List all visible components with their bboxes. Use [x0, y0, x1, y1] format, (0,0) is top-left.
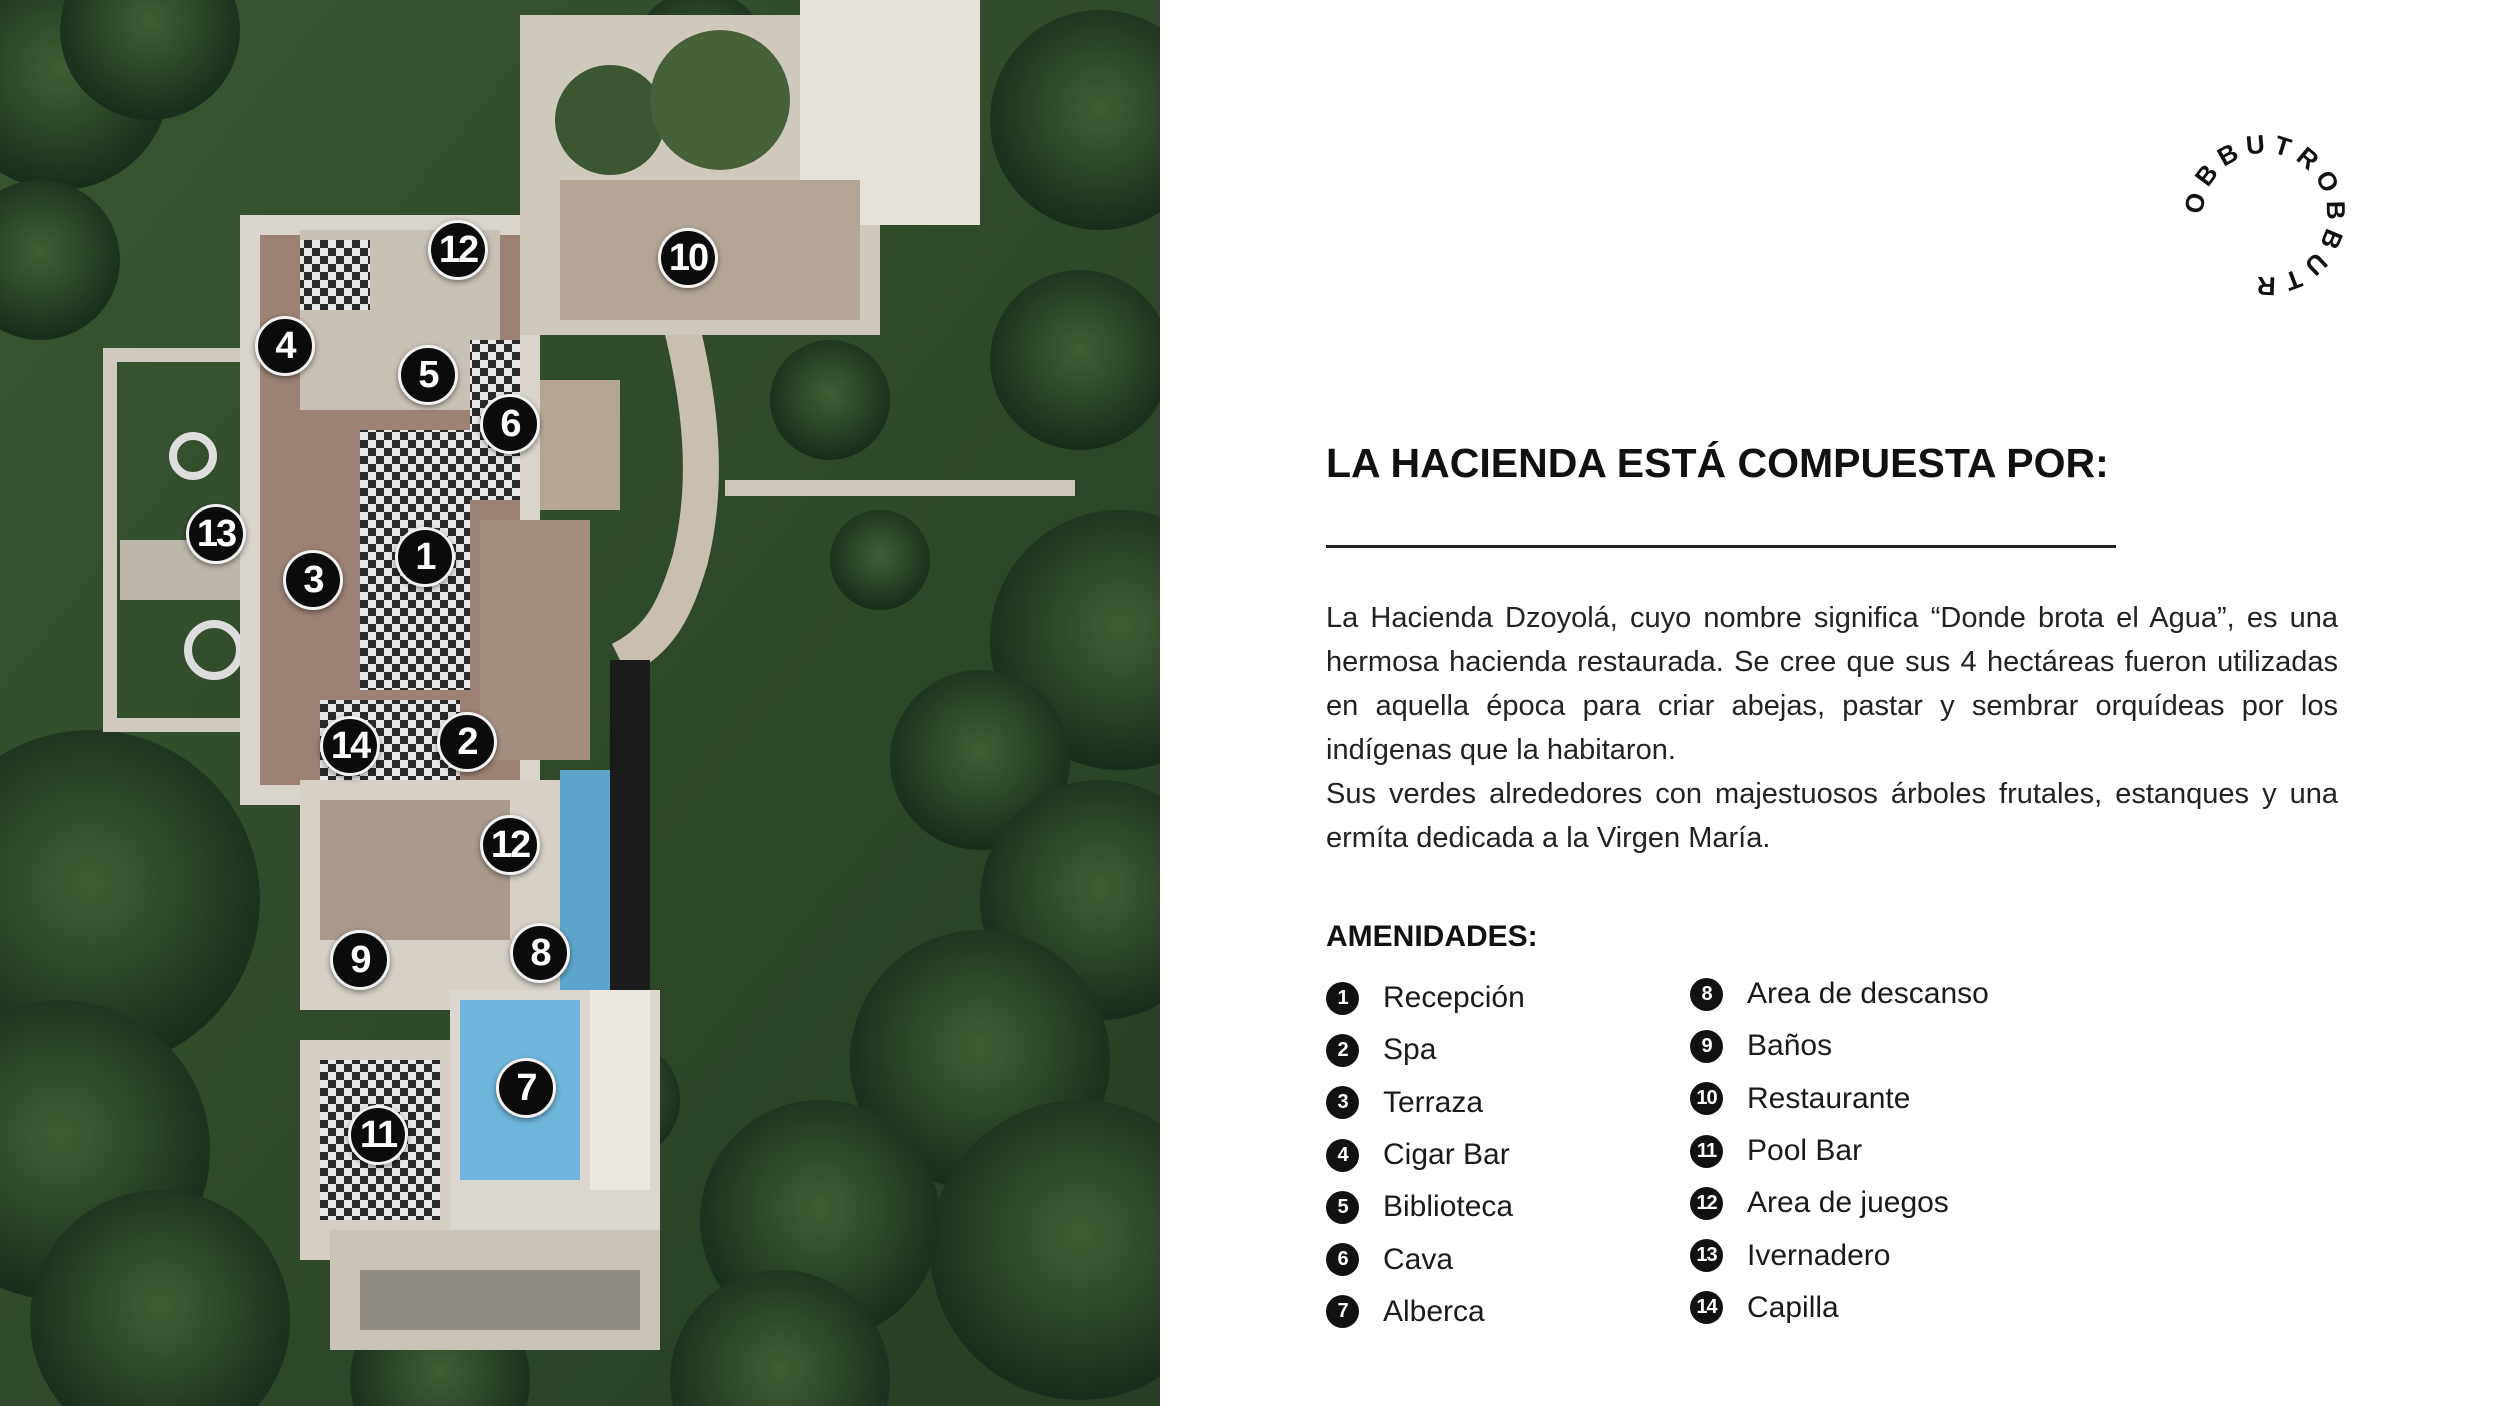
- amenity-label: Alberca: [1383, 1294, 1485, 1328]
- amenity-number-badge: 8: [1690, 978, 1723, 1011]
- amenity-label: Biblioteca: [1383, 1190, 1514, 1224]
- description: [1326, 596, 2338, 860]
- map-marker-11: 11: [348, 1105, 408, 1165]
- map-marker-12a: 12: [428, 220, 488, 280]
- amenity-number-badge: 1: [1326, 982, 1359, 1015]
- amenity-number-badge: 3: [1326, 1086, 1359, 1119]
- map-marker-12b: 12: [480, 815, 540, 875]
- amenity-number-badge: 12: [1690, 1187, 1723, 1220]
- title-divider: [1326, 545, 2116, 548]
- amenity-item: [1326, 1286, 1525, 1338]
- amenity-number-badge: 13: [1690, 1239, 1723, 1272]
- amenity-item: [1690, 1229, 1989, 1281]
- map-marker-1: 1: [395, 527, 455, 587]
- map-marker-8: 8: [510, 923, 570, 983]
- amenity-number-badge: 5: [1326, 1191, 1359, 1224]
- map-marker-6: 6: [480, 394, 540, 454]
- brand-logo: [2175, 125, 2355, 305]
- amenity-label: Ivernadero: [1747, 1238, 1891, 1272]
- amenity-label: Capilla: [1747, 1290, 1839, 1324]
- amenity-item: [1690, 1073, 1989, 1125]
- map-marker-3: 3: [283, 550, 343, 610]
- map-marker-9: 9: [330, 930, 390, 990]
- amenity-label: Area de juegos: [1747, 1186, 1949, 1220]
- amenity-item: [1690, 1020, 1989, 1072]
- amenity-label: Spa: [1383, 1033, 1437, 1067]
- description-paragraph-2: Sus verdes alrededores con majestuosos árboles frutales, estanques y una ermíta dedicada a la Virgen María.: [1326, 778, 2338, 854]
- amenities-list-1: [1326, 972, 1525, 1338]
- map-marker-10: 10: [658, 228, 718, 288]
- aerial-site-plan: [0, 0, 1160, 1406]
- map-marker-5: 5: [398, 345, 458, 405]
- amenity-number-badge: 11: [1690, 1135, 1723, 1168]
- map-marker-7: 7: [496, 1058, 556, 1118]
- amenity-label: Cigar Bar: [1383, 1138, 1510, 1172]
- amenity-item: [1690, 1177, 1989, 1229]
- amenity-item: [1326, 1077, 1525, 1129]
- amenity-number-badge: 9: [1690, 1030, 1723, 1063]
- description-paragraph-1: La Hacienda Dzoyolá, cuyo nombre significa “Donde brota el Agua”, es una hermosa hacienda restaurada. Se cree que sus 4 hectáreas fueron utilizadas en aquella época para criar abejas, pastar y sembrar orquídeas por los indígenas que la habitaron.: [1326, 602, 2338, 766]
- map-marker-14: 14: [320, 716, 380, 776]
- svg-text:OBBUTROBBUTR: [2178, 128, 2351, 301]
- amenities-heading: AMENIDADES:: [1326, 920, 1538, 953]
- amenity-label: Cava: [1383, 1242, 1454, 1276]
- amenities-list-2: [1690, 968, 1989, 1334]
- amenity-number-badge: 7: [1326, 1295, 1359, 1328]
- amenity-label: Recepción: [1383, 981, 1525, 1015]
- map-marker-2: 2: [437, 712, 497, 772]
- amenity-item: [1690, 1125, 1989, 1177]
- amenity-label: Pool Bar: [1747, 1134, 1863, 1168]
- amenity-label: Terraza: [1383, 1085, 1484, 1119]
- amenity-item: [1326, 972, 1525, 1024]
- amenity-item: [1326, 1024, 1525, 1076]
- logo-text: OBBUTROBBUTR: [2178, 128, 2352, 302]
- amenity-number-badge: 2: [1326, 1034, 1359, 1067]
- amenity-label: Baños: [1747, 1029, 1833, 1063]
- amenity-item: [1326, 1233, 1525, 1285]
- amenity-number-badge: 10: [1690, 1082, 1723, 1115]
- map-marker-13: 13: [186, 504, 246, 564]
- map-marker-4: 4: [255, 316, 315, 376]
- amenity-number-badge: 4: [1326, 1139, 1359, 1172]
- amenity-item: [1690, 1282, 1989, 1334]
- amenity-label: Restaurante: [1747, 1081, 1911, 1115]
- amenity-label: Area de descanso: [1747, 977, 1989, 1011]
- amenity-number-badge: 14: [1690, 1291, 1723, 1324]
- amenity-number-badge: 6: [1326, 1243, 1359, 1276]
- amenity-item: [1326, 1181, 1525, 1233]
- amenity-item: [1690, 968, 1989, 1020]
- page-title: LA HACIENDA ESTÁ COMPUESTA POR:: [1326, 440, 2109, 486]
- amenity-item: [1326, 1129, 1525, 1181]
- aerial-photo: [0, 0, 1160, 1406]
